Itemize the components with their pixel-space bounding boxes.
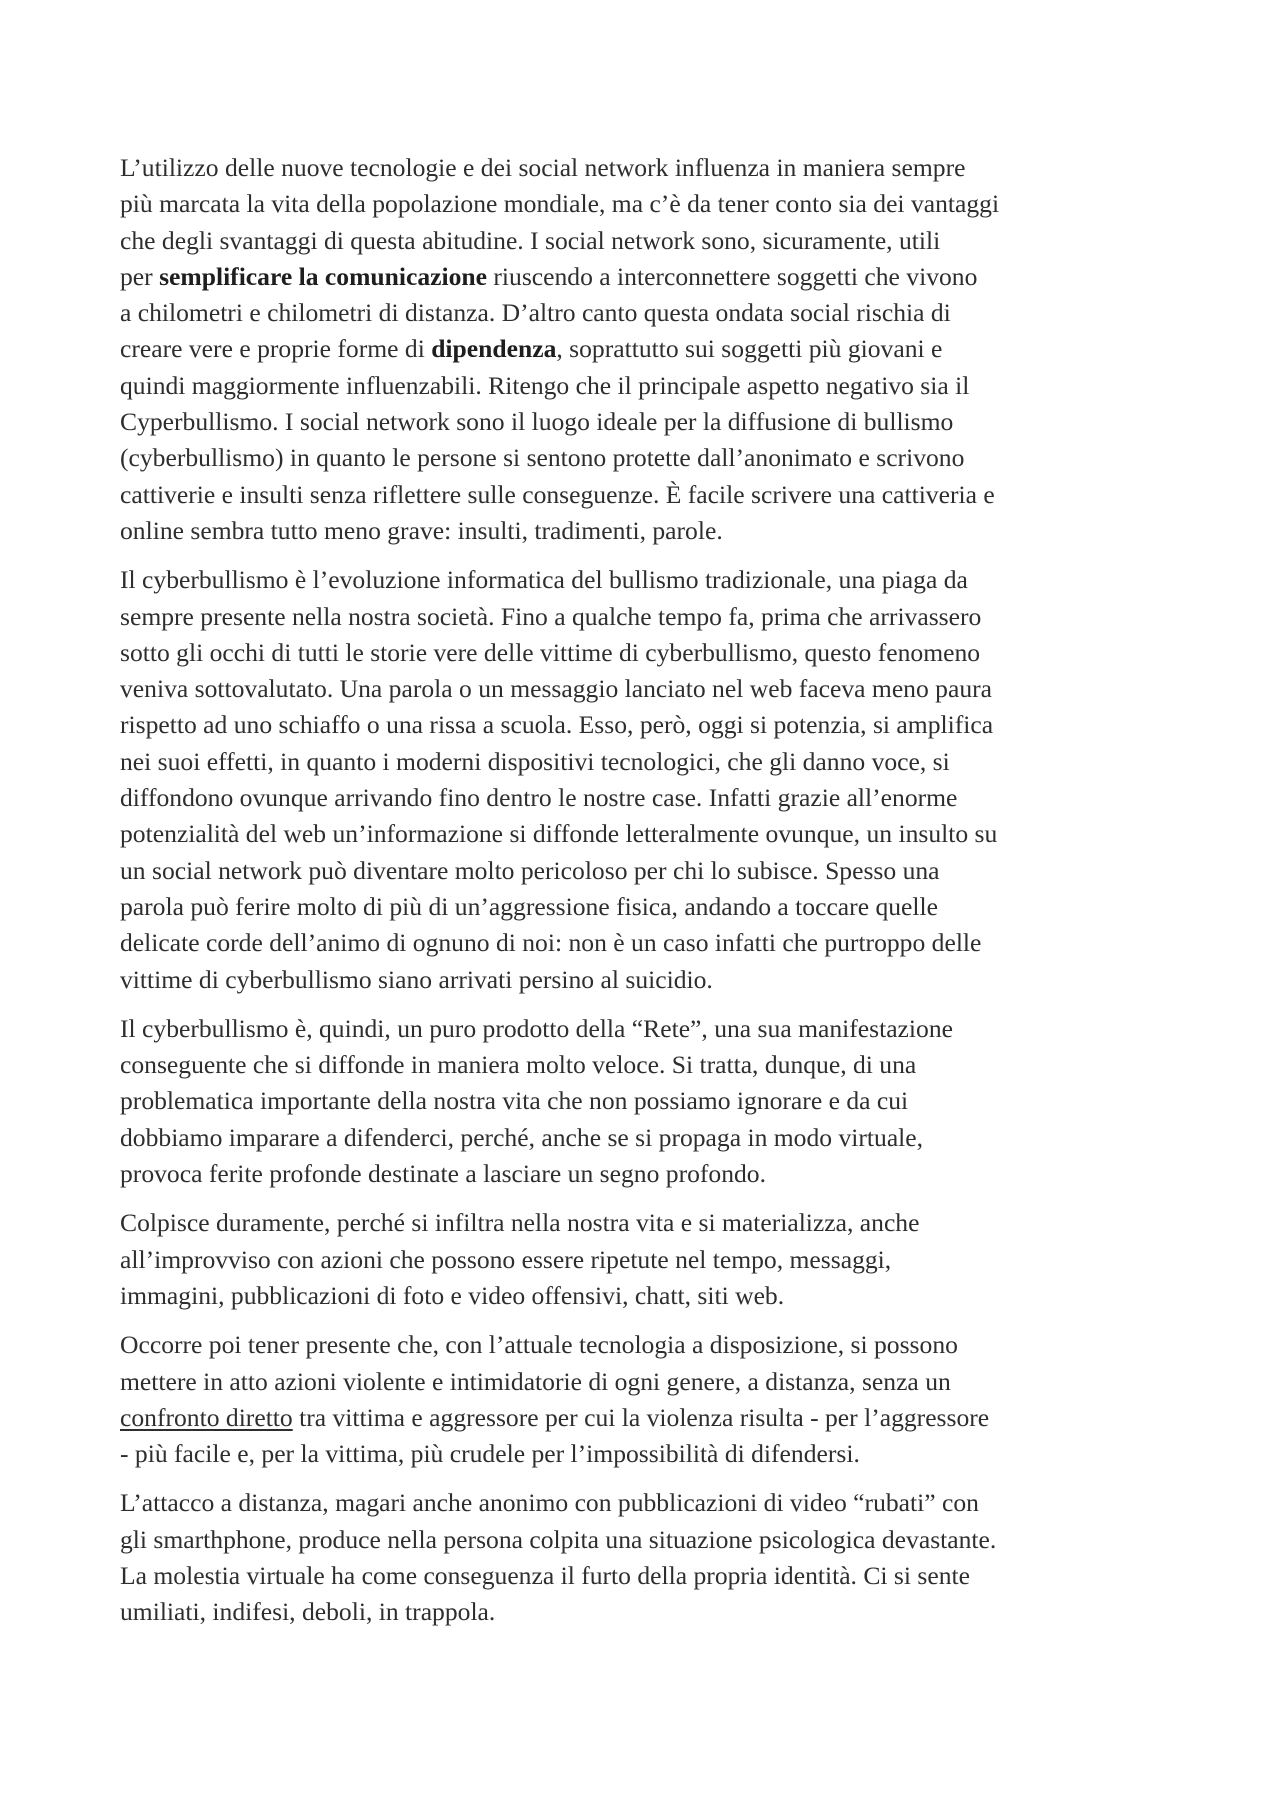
text-run: parola può ferire molto di più di un’aggressione fisica, andando a toccare quelle [120, 891, 938, 921]
text-run: riuscendo a interconnettere soggetti che vivono [487, 261, 978, 291]
text-line [120, 889, 1170, 925]
text-line [120, 295, 1170, 331]
text-run: sotto gli occhi di tutti le storie vere delle vittime di cyberbullismo, questo fenomeno [120, 637, 981, 667]
paragraph-6 [120, 1485, 1170, 1630]
text-line [120, 1364, 1170, 1400]
text-run: problematica importante della nostra vita che non possiamo ignorare e da cui [120, 1086, 909, 1116]
text-line [120, 1558, 1170, 1594]
text-line [120, 1011, 1170, 1047]
paragraph-5 [120, 1327, 1170, 1472]
text-run: Il cyberbullismo è, quindi, un puro prodotto della “Rete”, una sua manifestazione [120, 1013, 953, 1043]
text-run: Cyperbullismo. I social network sono il luogo ideale per la diffusione di bullismo [120, 407, 954, 437]
text-line [120, 440, 1170, 476]
text-run: vittime di cyberbullismo siano arrivati persino al suicidio. [120, 964, 713, 994]
paragraph-1 [120, 150, 1170, 549]
text-line [120, 562, 1170, 598]
text-line [120, 1120, 1170, 1156]
emphasized-text: semplificare la comunicazione [159, 261, 487, 291]
text-run: cattiverie e insulti senza riflettere sulle conseguenze. È facile scrivere una cattiveria e [120, 479, 995, 509]
text-line [120, 744, 1170, 780]
text-run: La molestia virtuale ha come conseguenza il furto della propria identità. Ci si sente [120, 1560, 970, 1590]
text-line [120, 1485, 1170, 1521]
text-run: creare vere e proprie forme di [120, 334, 432, 364]
text-run: online sembra tutto meno grave: insulti, tradimenti, parole. [120, 515, 723, 545]
text-line [120, 780, 1170, 816]
text-run: provoca ferite profonde destinate a lasciare un segno profondo. [120, 1159, 766, 1189]
text-run: umiliati, indifesi, deboli, in trappola. [120, 1597, 496, 1627]
text-line [120, 671, 1170, 707]
text-run: L’utilizzo delle nuove tecnologie e dei social network influenza in maniera sempre [120, 153, 966, 182]
text-line [120, 513, 1170, 549]
text-run: quindi maggiormente influenzabili. Ritengo che il principale aspetto negativo sia il [120, 370, 970, 400]
text-run: Colpisce duramente, perché si infiltra nella nostra vita e si materializza, anche [120, 1208, 920, 1238]
text-line [120, 1156, 1170, 1192]
text-line [120, 1205, 1170, 1241]
text-run: tra vittima e aggressore per cui la violenza risulta - per l’aggressore [292, 1402, 990, 1432]
text-run: nei suoi effetti, in quanto i moderni dispositivi tecnologici, che gli danno voce, si [120, 746, 950, 776]
text-line [120, 1327, 1170, 1363]
text-line [120, 1400, 1170, 1436]
text-run: un social network può diventare molto pericoloso per chi lo subisce. Spesso una [120, 855, 940, 885]
text-run: Il cyberbullismo è l’evoluzione informatica del bullismo tradizionale, una piaga da [120, 565, 968, 595]
text-run: più marcata la vita della popolazione mondiale, ma c’è da tener conto sia dei vantaggi [120, 189, 1000, 219]
text-run: , soprattutto sui soggetti più giovani e [556, 334, 943, 364]
text-line [120, 1047, 1170, 1083]
text-line [120, 477, 1170, 513]
paragraph-3 [120, 1011, 1170, 1192]
text-line [120, 1594, 1170, 1630]
text-line [120, 259, 1170, 295]
text-line [120, 1436, 1170, 1472]
text-run: per [120, 261, 160, 291]
text-run: gli smarthphone, produce nella persona colpita una situazione psicologica devastante. [120, 1524, 997, 1554]
paragraph-2 [120, 562, 1170, 998]
text-run: Occorre poi tener presente che, con l’attuale tecnologia a disposizione, si possono [120, 1330, 958, 1360]
text-line [120, 331, 1170, 367]
paragraph-4 [120, 1205, 1170, 1314]
text-line [120, 1522, 1170, 1558]
text-line [120, 925, 1170, 961]
text-line [120, 1242, 1170, 1278]
text-run: immagini, pubblicazioni di foto e video offensivi, chatt, siti web. [120, 1280, 785, 1310]
text-line [120, 707, 1170, 743]
underlined-text: confronto diretto [120, 1402, 293, 1432]
text-run: a chilometri e chilometri di distanza. D’altro canto questa ondata social rischia di [120, 298, 951, 328]
text-run: conseguente che si diffonde in maniera molto veloce. Si tratta, dunque, di una [120, 1050, 917, 1080]
text-run: mettere in atto azioni violente e intimidatorie di ogni genere, a distanza, senza un [120, 1366, 951, 1396]
text-run: potenzialità del web un’informazione si diffonde letteralmente ovunque, un insulto su [120, 819, 998, 849]
text-run: all’improvviso con azioni che possono essere ripetute nel tempo, messaggi, [120, 1244, 892, 1274]
text-run: veniva sottovalutato. Una parola o un messaggio lanciato nel web faceva meno paura [120, 674, 993, 704]
emphasized-text: dipendenza [431, 334, 557, 364]
text-line [120, 223, 1170, 259]
text-line [120, 853, 1170, 889]
text-line [120, 186, 1170, 222]
text-run: rispetto ad uno schiaffo o una rissa a scuola. Esso, però, oggi si potenzia, si amplifica [120, 710, 994, 740]
text-run: - più facile e, per la vittima, più crudele per l’impossibilità di difendersi. [120, 1439, 860, 1469]
text-run: dobbiamo imparare a difenderci, perché, anche se si propaga in modo virtuale, [120, 1122, 924, 1152]
text-line [120, 404, 1170, 440]
text-line [120, 962, 1170, 998]
text-run: delicate corde dell’animo di ognuno di noi: non è un caso infatti che purtroppo delle [120, 928, 982, 958]
text-line [120, 1083, 1170, 1119]
text-run: che degli svantaggi di questa abitudine. I social network sono, sicuramente, utili [120, 225, 941, 255]
text-run: (cyberbullismo) in quanto le persone si sentono protette dall’anonimato e scrivono [120, 443, 965, 473]
text-run: diffondono ovunque arrivando fino dentro le nostre case. Infatti grazie all’enorme [120, 783, 958, 813]
text-line [120, 635, 1170, 671]
text-line [120, 1278, 1170, 1314]
document-body [120, 150, 1170, 1644]
text-line [120, 368, 1170, 404]
text-run: sempre presente nella nostra società. Fino a qualche tempo fa, prima che arrivassero [120, 601, 982, 631]
text-line [120, 599, 1170, 635]
text-line [120, 150, 1170, 186]
text-line [120, 816, 1170, 852]
text-run: L’attacco a distanza, magari anche anonimo con pubblicazioni di video “rubati” con [120, 1488, 979, 1518]
